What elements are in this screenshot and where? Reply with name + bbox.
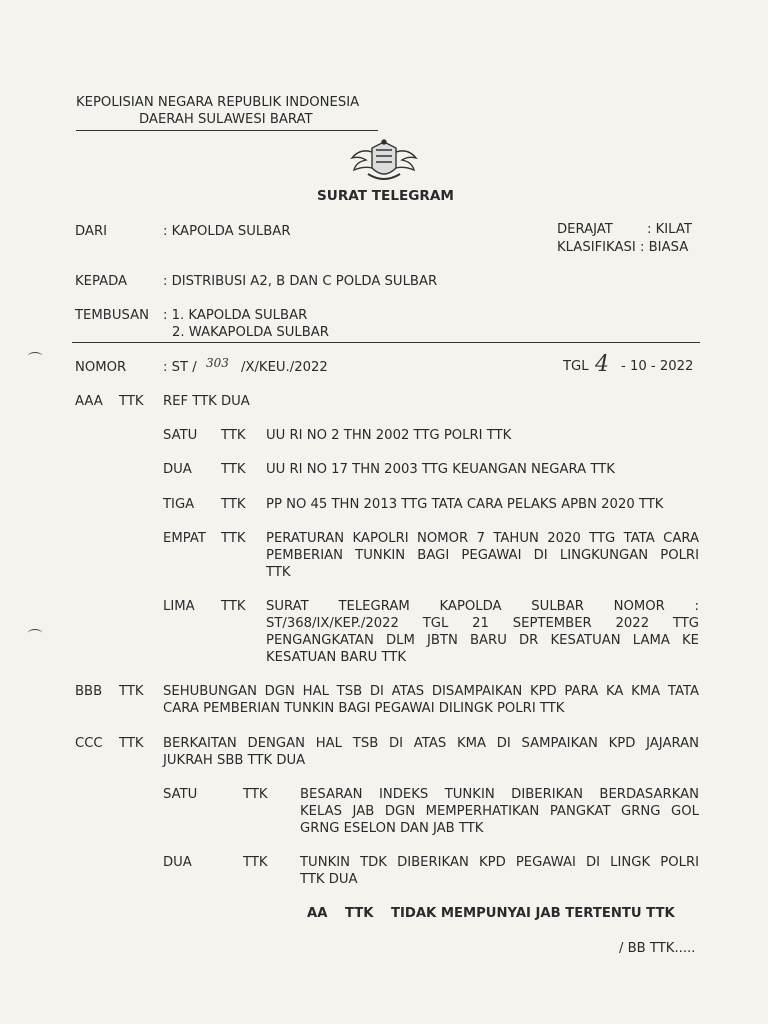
section-code: CCC <box>75 736 103 751</box>
ttk-marker: TTK <box>119 736 144 751</box>
ref-number: EMPAT <box>163 531 206 546</box>
section-text-line: JUKRAH SBB TTK DUA <box>163 753 306 768</box>
institution-name: KEPOLISIAN NEGARA REPUBLIK INDONESIA <box>76 95 360 110</box>
section-text-line: SEHUBUNGAN DGN HAL TSB DI ATAS DISAMPAIKAN KPD PARA KA KMA TATA <box>163 684 699 699</box>
kepada-label: KEPADA <box>75 274 128 289</box>
item-text-line: TTK DUA <box>300 872 358 887</box>
section-code: AAA <box>75 394 103 409</box>
punch-mark <box>28 352 42 360</box>
item-text-line: BESARAN INDEKS TUNKIN DIBERIKAN BERDASARKAN <box>300 787 699 802</box>
ref-text-line: ST/368/IX/KEP./2022 TGL 21 SEPTEMBER 2022 TTG <box>266 616 699 631</box>
ref-text-line: PEMBERIAN TUNKIN BAGI PEGAWAI DI LINGKUNGAN POLRI <box>266 548 699 563</box>
tembusan-label: TEMBUSAN <box>75 308 149 323</box>
item-number: DUA <box>163 855 192 870</box>
ref-number: SATU <box>163 428 198 443</box>
klasifikasi-value: : BIASA <box>640 240 689 255</box>
ref-text: UU RI NO 17 THN 2003 TTG KEUANGAN NEGARA TTK <box>266 462 615 477</box>
item-text-line: GRNG ESELON DAN JAB TTK <box>300 821 484 836</box>
ref-text: UU RI NO 2 THN 2002 TTG POLRI TTK <box>266 428 512 443</box>
tgl-rest: - 10 - 2022 <box>621 359 694 374</box>
section-code: BBB <box>75 684 103 699</box>
section-text-line: CARA PEMBERIAN TUNKIN BAGI PEGAWAI DILINGK POLRI TTK <box>163 701 565 716</box>
region-name: DAERAH SULAWESI BARAT <box>139 112 313 127</box>
ttk-marker: TTK <box>221 599 246 614</box>
ref-number: LIMA <box>163 599 195 614</box>
item-text-line: TUNKIN TDK DIBERIKAN KPD PEGAWAI DI LINGK POLRI <box>300 855 699 870</box>
item-number: SATU <box>163 787 198 802</box>
ttk-marker: TTK <box>243 855 268 870</box>
nomor-handwritten: 303 <box>206 356 229 370</box>
klasifikasi-label: KLASIFIKASI <box>557 240 636 255</box>
ttk-marker: TTK <box>221 428 246 443</box>
tembusan-item: : 1. KAPOLDA SULBAR <box>163 308 308 323</box>
punch-mark <box>28 629 42 637</box>
tembusan-item: 2. WAKAPOLDA SULBAR <box>172 325 329 340</box>
ttk-marker: TTK <box>119 684 144 699</box>
item-text-line: KELAS JAB DGN MEMPERHATIKAN PANGKAT GRNG GOL <box>300 804 699 819</box>
ttk-marker: TTK <box>221 497 246 512</box>
nomor-prefix: : ST / <box>163 360 197 375</box>
ref-number: DUA <box>163 462 192 477</box>
ttk-marker: TTK <box>345 906 374 921</box>
section-text-line: BERKAITAN DENGAN HAL TSB DI ATAS KMA DI SAMPAIKAN KPD JAJARAN <box>163 736 699 751</box>
dari-label: DARI <box>75 224 107 239</box>
ref-number: TIGA <box>163 497 195 512</box>
ref-text: PP NO 45 THN 2013 TTG TATA CARA PELAKS APBN 2020 TTK <box>266 497 664 512</box>
derajat-label: DERAJAT <box>557 222 613 237</box>
ref-text-line: PERATURAN KAPOLRI NOMOR 7 TAHUN 2020 TTG TATA CARA <box>266 531 699 546</box>
ttk-marker: TTK <box>119 394 144 409</box>
derajat-value: : KILAT <box>647 222 692 237</box>
ref-text-line: PENGANGKATAN DLM JBTN BARU DR KESATUAN LAMA KE <box>266 633 699 648</box>
ttk-marker: TTK <box>221 462 246 477</box>
nomor-label: NOMOR <box>75 360 127 375</box>
police-emblem-icon <box>346 138 422 184</box>
header-underline <box>76 130 378 131</box>
ref-text-line: TTK <box>266 565 291 580</box>
ttk-marker: TTK <box>243 787 268 802</box>
subsection-text: TIDAK MEMPUNYAI JAB TERTENTU TTK <box>391 906 675 921</box>
section-text: REF TTK DUA <box>163 394 250 409</box>
dari-value: : KAPOLDA SULBAR <box>163 224 291 239</box>
document-title: SURAT TELEGRAM <box>317 188 454 204</box>
kepada-value: : DISTRIBUSI A2, B DAN C POLDA SULBAR <box>163 274 438 289</box>
subsection-code: AA <box>307 906 328 921</box>
ttk-marker: TTK <box>221 531 246 546</box>
ref-text-line: SURAT TELEGRAM KAPOLDA SULBAR NOMOR : <box>266 599 699 614</box>
meta-divider <box>72 342 700 343</box>
tgl-handwritten-day: 4 <box>595 352 609 377</box>
tgl-label: TGL <box>563 359 589 374</box>
nomor-suffix: /X/KEU./2022 <box>241 360 328 375</box>
ref-text-line: KESATUAN BARU TTK <box>266 650 406 665</box>
continuation-marker: / BB TTK..... <box>619 941 696 956</box>
